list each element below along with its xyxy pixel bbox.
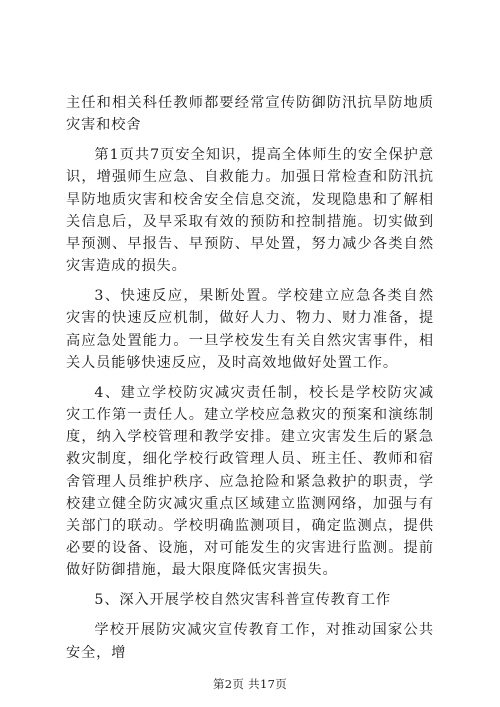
paragraph-responsibility-system: 4、建立学校防灾减灾责任制，校长是学校防灾减灾工作第一责任人。建立学校应急救灾的预案和演练制度，纳入学校管理和教学安排。建立灾害发生后的紧急救灾制度，细化学校行政管理人员、班主任、教师和宿舍管理人员维护秩序、应急抢险和紧急救护的职责，学校建立健全防灾减灾重点区域建立监测网络，加强与有关部门的联动。学校明确监测项目，确定监测点，提供必要的设备、设施，对可能发生的灾害进行监测。提前做好防御措施，最大限度降低灾害损失。 [66, 384, 434, 579]
paragraph-safety-knowledge: 第1页共7页安全知识，提高全体师生的安全保护意识，增强师生应急、自救能力。加强日常检查和防汛抗旱防地质灾害和校舍安全信息交流，发现隐患和了解相关信息后，及早采取有效的预防和控制措施。切实做到早预测、早报告、早预防、早处置，努力减少各类自然灾害造成的损失。 [66, 147, 434, 275]
paragraph-education-work: 学校开展防灾减灾宣传教育工作，对推动国家公共安全，增 [66, 622, 434, 661]
page-number-footer: 第2页 共17页 [212, 677, 287, 691]
paragraph-continuation: 主任和相关科任教师都要经常宣传防御防汛抗旱防地质灾害和校舍 [66, 95, 434, 134]
paragraph-rapid-response: 3、快速反应，果断处置。学校建立应急各类自然灾害的快速反应机制，做好人力、物力、财力准备，提高应急处置能力。一旦学校发生有关自然灾害事件，相关人员能够快速反应，及时高效地做好处置工作。 [66, 288, 434, 371]
document-body [66, 92, 434, 672]
paragraph-science-education-heading: 5、深入开展学校自然灾害科普宣传教育工作 [94, 592, 391, 609]
